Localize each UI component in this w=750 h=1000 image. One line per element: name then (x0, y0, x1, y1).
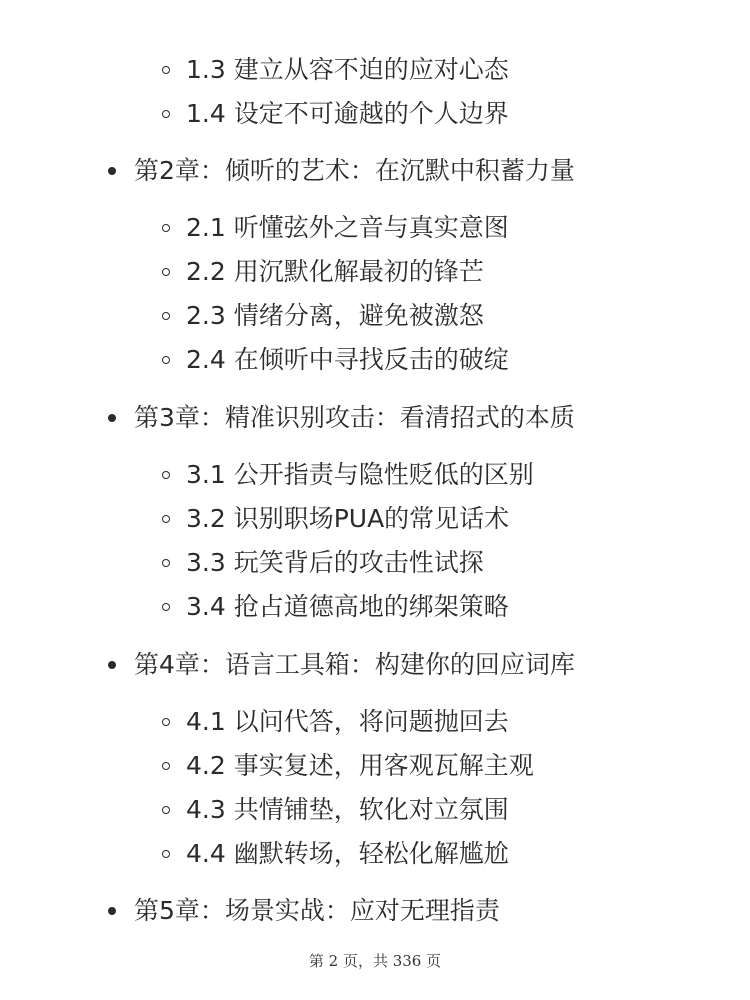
hollow-bullet-icon (162, 718, 170, 726)
hollow-bullet-icon (162, 471, 170, 479)
filled-bullet-icon (108, 414, 116, 422)
toc-section-item (162, 836, 509, 872)
toc-section-item (162, 342, 509, 378)
toc-section-label: 4.2 事实复述，用客观瓦解主观 (186, 751, 534, 780)
toc-section-label: 2.3 情绪分离，避免被激怒 (186, 301, 484, 330)
hollow-bullet-icon (162, 850, 170, 858)
toc-section-item (162, 792, 509, 828)
hollow-bullet-icon (162, 515, 170, 523)
toc-chapter-item (108, 153, 575, 189)
toc-section-item (162, 501, 509, 537)
toc-section-label: 4.3 共情铺垫，软化对立氛围 (186, 795, 509, 824)
hollow-bullet-icon (162, 603, 170, 611)
filled-bullet-icon (108, 907, 116, 915)
hollow-bullet-icon (162, 312, 170, 320)
toc-section-item (162, 545, 484, 581)
toc-section-item (162, 52, 509, 88)
toc-section-item (162, 298, 484, 334)
hollow-bullet-icon (162, 806, 170, 814)
toc-chapter-item (108, 647, 575, 683)
toc-section-item (162, 748, 534, 784)
toc-section-item (162, 457, 534, 493)
hollow-bullet-icon (162, 356, 170, 364)
toc-chapter-item (108, 893, 500, 929)
toc-chapter-label: 第5章：场景实战：应对无理指责 (134, 896, 500, 925)
hollow-bullet-icon (162, 224, 170, 232)
toc-chapter-item (108, 400, 575, 436)
toc-section-item (162, 704, 509, 740)
toc-section-label: 1.3 建立从容不迫的应对心态 (186, 55, 509, 84)
toc-section-label: 2.4 在倾听中寻找反击的破绽 (186, 345, 509, 374)
hollow-bullet-icon (162, 110, 170, 118)
filled-bullet-icon (108, 167, 116, 175)
toc-section-label: 4.4 幽默转场，轻松化解尴尬 (186, 839, 509, 868)
toc-section-label: 2.2 用沉默化解最初的锋芒 (186, 257, 484, 286)
toc-chapter-label: 第3章：精准识别攻击：看清招式的本质 (134, 403, 575, 432)
page-number-footer: 第 2 页，共 336 页 (308, 952, 442, 970)
hollow-bullet-icon (162, 268, 170, 276)
toc-chapter-label: 第2章：倾听的艺术：在沉默中积蓄力量 (134, 156, 575, 185)
toc-section-label: 3.2 识别职场PUA的常见话术 (186, 504, 510, 533)
hollow-bullet-icon (162, 66, 170, 74)
toc-section-label: 3.3 玩笑背后的攻击性试探 (186, 548, 484, 577)
toc-section-item (162, 589, 509, 625)
toc-section-item (162, 96, 509, 132)
toc-section-item (162, 254, 484, 290)
toc-chapter-label: 第4章：语言工具箱：构建你的回应词库 (134, 650, 575, 679)
filled-bullet-icon (108, 661, 116, 669)
toc-section-label: 3.1 公开指责与隐性贬低的区别 (186, 460, 534, 489)
hollow-bullet-icon (162, 559, 170, 567)
toc-section-label: 2.1 听懂弦外之音与真实意图 (186, 213, 509, 242)
hollow-bullet-icon (162, 762, 170, 770)
toc-section-item (162, 210, 509, 246)
toc-section-label: 4.1 以问代答，将问题抛回去 (186, 707, 509, 736)
toc-section-label: 1.4 设定不可逾越的个人边界 (186, 99, 509, 128)
toc-section-label: 3.4 抢占道德高地的绑架策略 (186, 592, 509, 621)
